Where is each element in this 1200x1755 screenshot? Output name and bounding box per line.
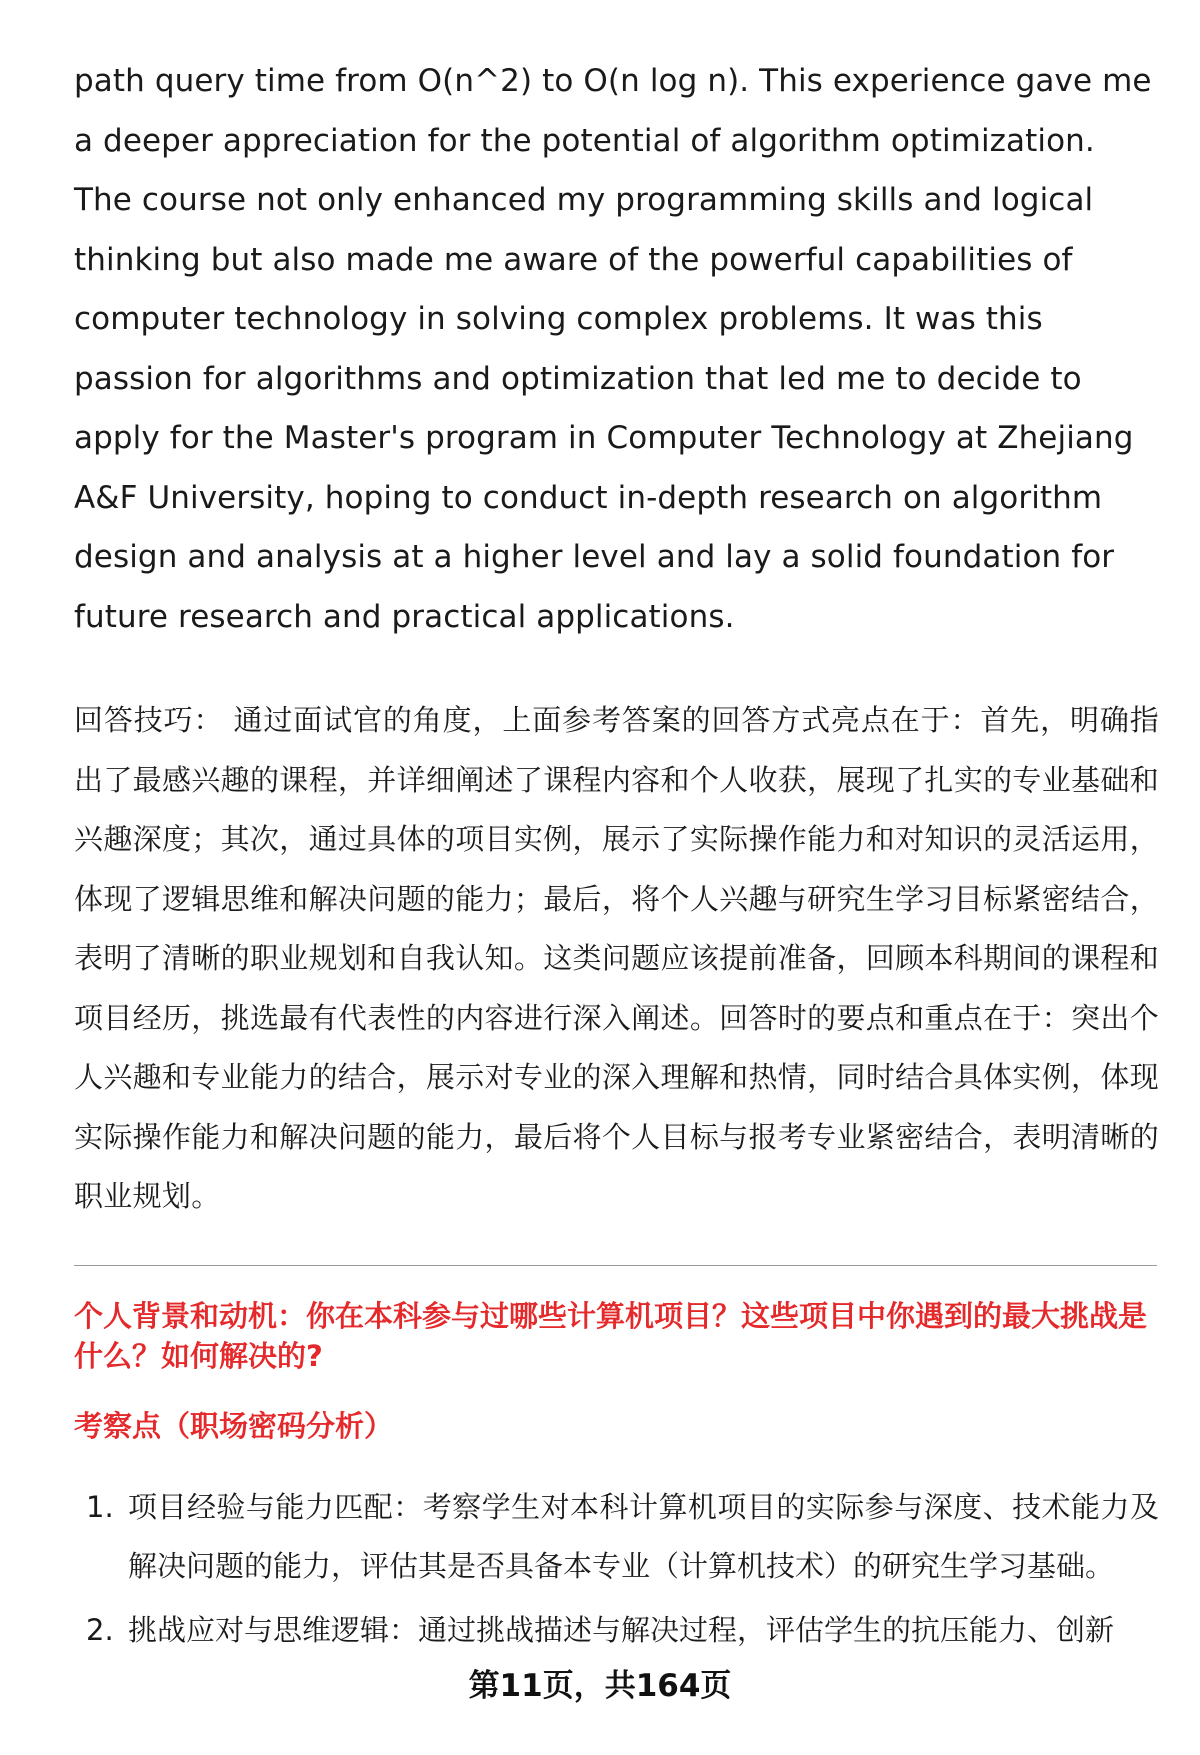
list-item-number: 1. — [86, 1489, 114, 1524]
list-item-text: 项目经验与能力匹配：考察学生对本科计算机项目的实际参与深度、技术能力及解决问题的能力，评估其是否具备本专业（计算机技术）的研究生学习基础。 — [128, 1489, 1159, 1583]
question-heading: 个人背景和动机：你在本科参与过哪些计算机项目？这些项目中你遇到的最大挑战是什么？如何解决的? — [74, 1298, 1148, 1373]
list-item-text: 挑战应对与思维逻辑：通过挑战描述与解决过程，评估学生的抗压能力、创新 — [128, 1612, 1115, 1647]
section-divider — [74, 1265, 1157, 1266]
intro-paragraph: path query time from O(n^2) to O(n log n). This experience gave me a deeper appreciation for the potential of algorithm optimization. The course not only enhanced my programming skills and logical thinking but also made me aware of the powerful capabilities of computer technology in solving complex problems. It was this passion for algorithms and optimization that led me to decide to apply for the Master's program in Computer Technology at Zhejiang A&F University, hoping to conduct in-depth research on algorithm design and analysis at a higher level and lay a solid foundation for future research and practical applications. — [74, 63, 1152, 635]
list-item — [74, 1478, 1159, 1597]
list-item-number: 2. — [86, 1612, 114, 1647]
list-item — [74, 1601, 1159, 1661]
assessment-points-list — [74, 1478, 1159, 1661]
page-number-footer: 第11页，共164页 — [468, 1668, 732, 1704]
assessment-points-heading: 考察点（职场密码分析） — [74, 1408, 394, 1443]
document-page — [74, 52, 1159, 1664]
answer-tips-paragraph: 回答技巧： 通过面试官的角度，上面参考答案的回答方式亮点在于：首先，明确指出了最感兴趣的课程，并详细阐述了课程内容和个人收获，展现了扎实的专业基础和兴趣深度；其次，通过具体的项目实例，展示了实际操作能力和对知识的灵活运用，体现了逻辑思维和解决问题的能力；最后，将个人兴趣与研究生学习目标紧密结合，表明了清晰的职业规划和自我认知。这类问题应该提前准备，回顾本科期间的课程和项目经历，挑选最有代表性的内容进行深入阐述。回答时的要点和重点在于：突出个人兴趣和专业能力的结合，展示对专业的深入理解和热情，同时结合具体实例，体现实际操作能力和解决问题的能力，最后将个人目标与报考专业紧密结合，表明清晰的职业规划。 — [74, 703, 1159, 1213]
